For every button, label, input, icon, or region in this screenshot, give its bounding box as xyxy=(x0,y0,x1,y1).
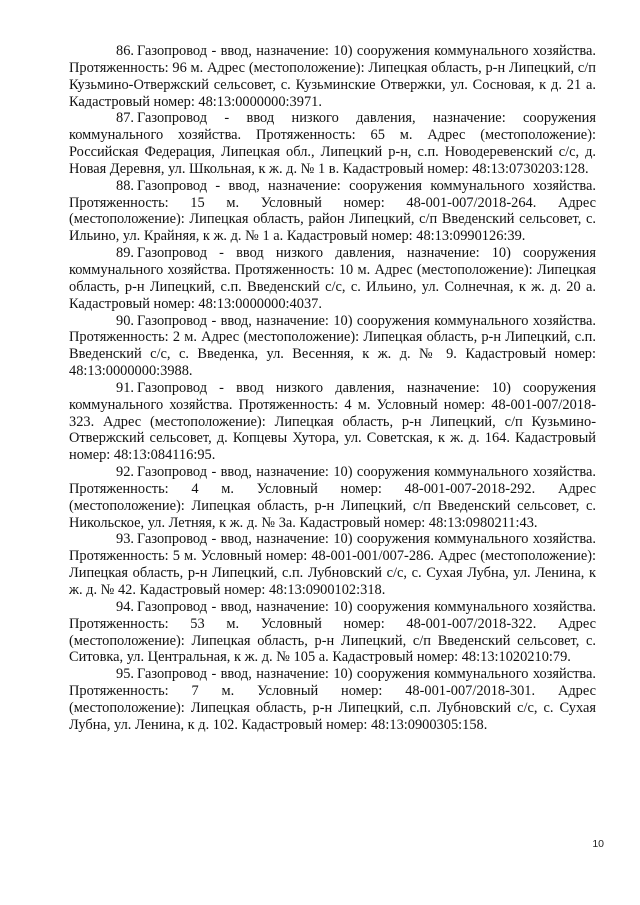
item-number: 91. xyxy=(116,379,134,396)
item-text: Газопровод - ввод, назначение: 10) сооружения коммунального хозяйства. Протяженность: 53 м. Условный номер: 48-001-007/2018-322. Адрес (местоположение): Липецкая область, р-н Липецкий, с/п Введенский сельсовет, с. Ситовка, ул. Центральная, к ж. д. № 105 а. Кадастровый номер: 48:13:1020210:79. xyxy=(69,598,596,666)
item-number: 95. xyxy=(116,666,134,683)
list-item-92 xyxy=(69,464,596,531)
item-text: Газопровод - ввод низкого давления, назначение: 10) сооружения коммунального хозяйства. Протяженность: 10 м. Адрес (местоположение): Липецкая область, р-н Липецкий, с.п. Введенский с/с, с. Ильино, ул. Солнечная, к ж. д. 20 а. Кадастровый номер: 48:13:0000000:4037. xyxy=(69,245,596,312)
item-number: 88. xyxy=(116,177,134,194)
list-item-86 xyxy=(69,43,596,110)
item-text: Газопровод - ввод, назначение: 10) сооружения коммунального хозяйства. Протяженность: 4 м. Условный номер: 48-001-007-2018-292. Адрес (местоположение): Липецкая область, р-н Липецкий, с/п Введенский сельсовет, с. Никольское, ул. Летняя, к ж. д. № 3а. Кадастровый номер: 48:13:0980211:43. xyxy=(69,464,596,531)
item-number: 86. xyxy=(116,43,134,59)
list-item-93 xyxy=(69,531,596,598)
item-text: Газопровод - ввод, назначение: 10) сооружения коммунального хозяйства. Протяженность: 5 м. Условный номер: 48-001-001/007-286. Адрес (местоположение): Липецкая область, р-н Липецкий, с.п. Лубновский с/с, с. Сухая Лубна, ул. Ленина, к ж. д. № 42. Кадастровый номер: 48:13:0900102:318. xyxy=(69,531,596,598)
item-text: Газопровод - ввод низкого давления, назначение: сооружения коммунального хозяйства. Протяженность: 65 м. Адрес (местоположение): Российская Федерация, Липецкая обл., Липецкий р-н, с.п. Новодеревенский с/с, д. Новая Деревня, ул. Школьная, к ж. д. № 1 в. Кадастровый номер: 48:13:0730203:128. xyxy=(69,110,596,177)
item-number: 94. xyxy=(116,598,134,615)
item-number: 87. xyxy=(116,110,134,127)
list-item-95 xyxy=(69,666,596,733)
item-number: 92. xyxy=(116,464,134,481)
page-number: 10 xyxy=(592,838,604,850)
item-number: 93. xyxy=(116,531,134,548)
item-text: Газопровод - ввод, назначение: сооружения коммунального хозяйства. Протяженность: 15 м. Условный номер: 48-001-007/2018-264. Адрес (местоположение): Липецкая область, район Липецкий, с/п Введенский сельсовет, с. Ильино, ул. Крайняя, к ж. д. № 1 а. Кадастровый номер: 48:13:0990126:39. xyxy=(69,177,596,245)
list-item-88 xyxy=(69,178,596,245)
list-item-90 xyxy=(69,313,596,380)
list-item-91 xyxy=(69,380,596,464)
list-item-89 xyxy=(69,245,596,312)
item-number: 90. xyxy=(116,312,134,329)
item-text: Газопровод - ввод низкого давления, назначение: 10) сооружения коммунального хозяйства. Протяженность: 4 м. Условный номер: 48-001-007/2018-323. Адрес (местоположение): Липецкая область, р-н Липецкий, с/п Кузьмино-Отвержский сельсовет, д. Копцевы Хутора, ул. Советская, к ж. д. 164. Кадастровый номер: 48:13:084116:95. xyxy=(69,379,596,464)
item-text: Газопровод - ввод, назначение: 10) сооружения коммунального хозяйства. Протяженность: 2 м. Адрес (местоположение): Липецкая область, р-н Липецкий, с.п. Введенский с/с, с. Введенка, ул. Весенняя, к ж. д. № 9. Кадастровый номер: 48:13:0000000:3988. xyxy=(69,312,596,380)
list-item-94 xyxy=(69,599,596,666)
item-text: Газопровод - ввод, назначение: 10) сооружения коммунального хозяйства. Протяженность: 7 м. Условный номер: 48-001-007/2018-301. Адрес (местоположение): Липецкая область, р-н Липецкий, с.п. Лубновский с/с, с. Сухая Лубна, ул. Ленина, к д. 102. Кадастровый номер: 48:13:0900305:158. xyxy=(69,666,596,733)
item-text: Газопровод - ввод, назначение: 10) сооружения коммунального хозяйства. Протяженность: 96 м. Адрес (местоположение): Липецкая область, р-н Липецкий, с/п Кузьмино-Отвержский сельсовет, с. Кузьминские Отвержки, ул. Сосновая, к д. 21 а. Кадастровый номер: 48:13:0000000:3971. xyxy=(69,43,596,110)
document-body xyxy=(69,43,596,734)
item-number: 89. xyxy=(116,245,134,262)
list-item-87 xyxy=(69,110,596,177)
